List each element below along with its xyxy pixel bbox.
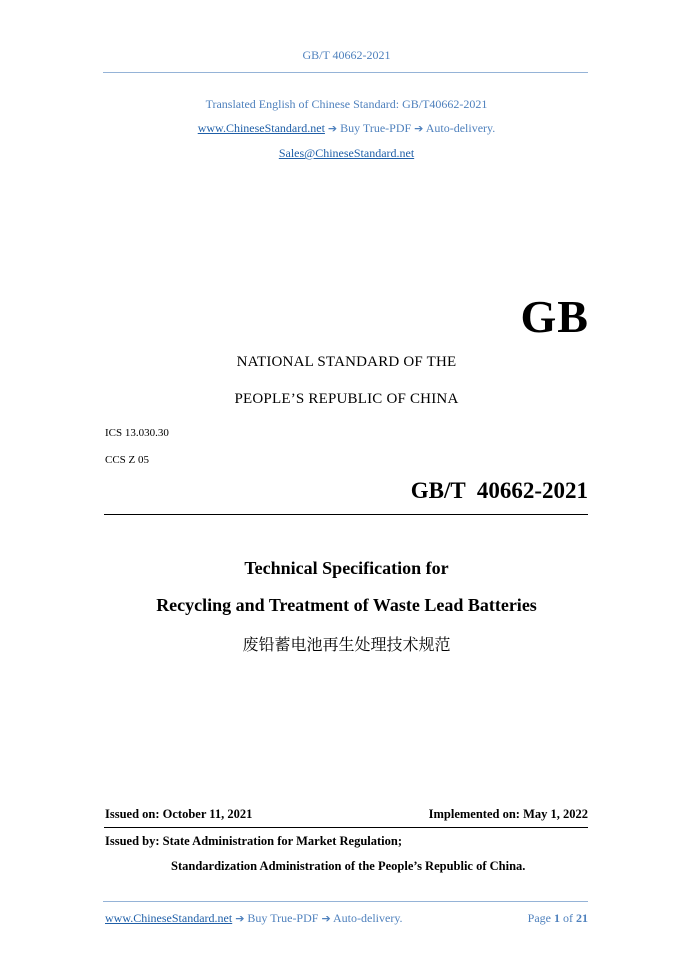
purchase-line	[0, 121, 693, 136]
title-line2: Recycling and Treatment of Waste Lead Batteries	[156, 595, 537, 615]
page-total: 21	[576, 911, 588, 925]
footer-divider	[103, 901, 588, 902]
footer-buy-text: Buy True-PDF	[247, 911, 319, 925]
arrow-right-icon: ➔	[321, 912, 331, 925]
page-of: of	[563, 911, 573, 925]
footer-purchase-line	[105, 911, 403, 926]
email-line	[0, 146, 693, 161]
issued-by-2: Standardization Administration of the People’s Republic of China.	[171, 859, 526, 873]
page-header-code: GB/T 40662-2021	[302, 48, 391, 62]
header-divider	[103, 72, 588, 73]
site-link[interactable]: www.ChineseStandard.net	[197, 121, 325, 135]
ccs-code: CCS Z 05	[105, 454, 150, 466]
sales-email-link[interactable]: Sales@ChineseStandard.net	[278, 146, 415, 160]
auto-delivery-text: Auto-delivery.	[425, 121, 496, 135]
page-current: 1	[554, 911, 560, 925]
translation-notice: Translated English of Chinese Standard: GB/T40662-2021	[205, 97, 488, 111]
arrow-right-icon: ➔	[414, 122, 424, 135]
chinese-title: 废铅蓄电池再生处理技术规范	[242, 635, 451, 654]
national-standard-line2: PEOPLE’S REPUBLIC OF CHINA	[234, 391, 459, 407]
issued-by: Issued by: State Administration for Market Regulation;	[105, 834, 402, 848]
issue-rule	[104, 827, 588, 828]
arrow-right-icon: ➔	[235, 912, 245, 925]
footer-delivery-text: Auto-delivery.	[333, 911, 403, 925]
implemented-on: Implemented on: May 1, 2022	[428, 807, 588, 821]
national-standard-line1: NATIONAL STANDARD OF THE	[236, 354, 457, 370]
issued-on: Issued on: October 11, 2021	[105, 807, 253, 821]
ics-code: ICS 13.030.30	[105, 427, 169, 439]
standard-number: GB/T 40662-2021	[410, 478, 588, 503]
footer-site-link[interactable]: www.ChineseStandard.net	[105, 911, 233, 925]
page-number	[528, 911, 588, 926]
title-line1: Technical Specification for	[244, 558, 449, 578]
standard-number-rule	[104, 514, 588, 515]
buy-true-pdf-text: Buy True-PDF	[340, 121, 412, 135]
arrow-right-icon: ➔	[327, 122, 338, 135]
gb-logo: GB	[520, 291, 589, 342]
page-label: Page	[527, 911, 551, 925]
